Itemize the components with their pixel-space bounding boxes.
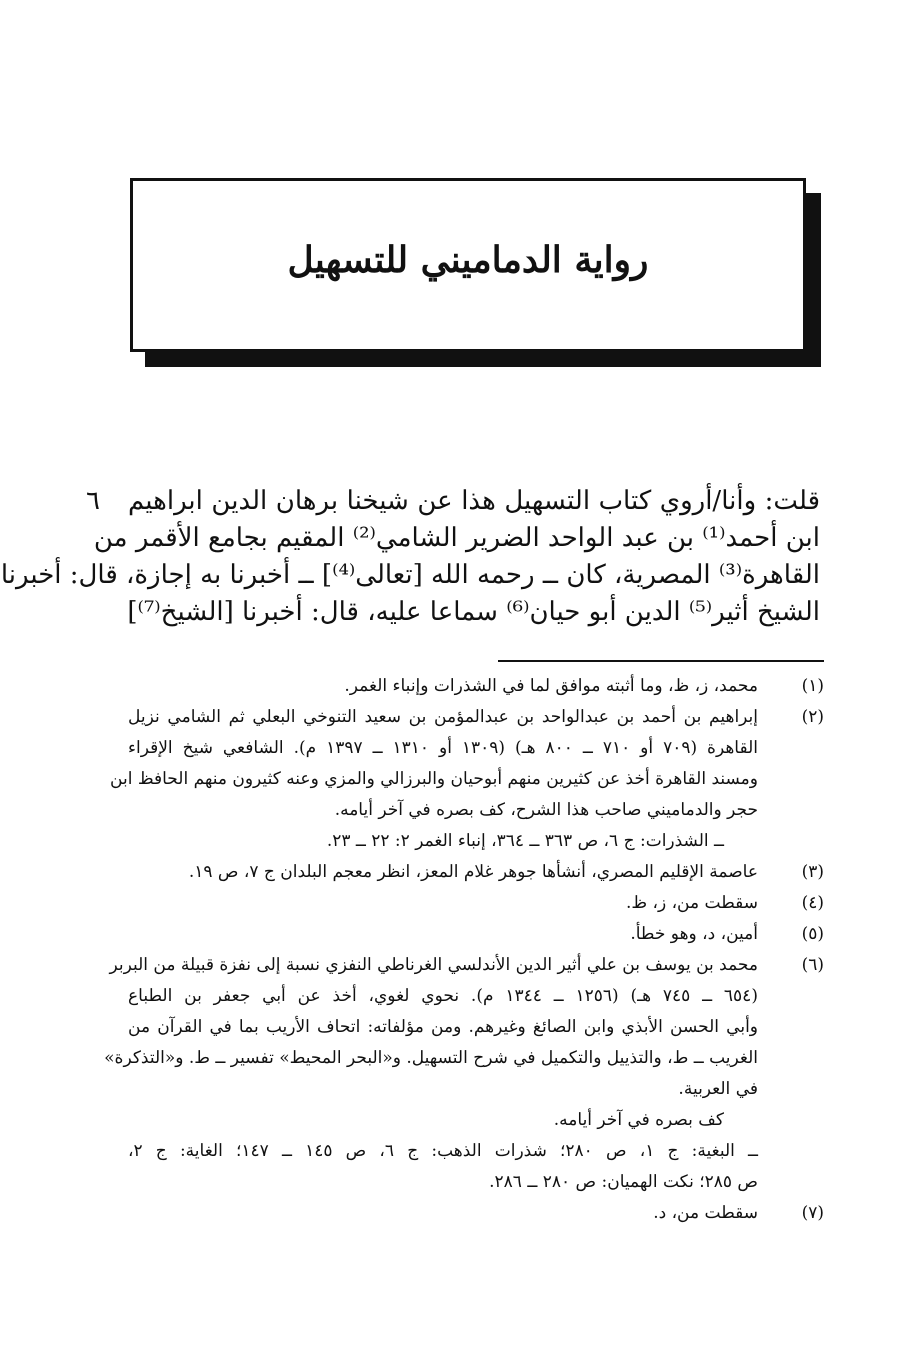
main-text-line: قلت: وأنا/أروي كتاب التسهيل هذا عن شيخنا برهان الدين ابراهيم <box>128 486 820 516</box>
footnote-line: وأبي الحسن الأبذي وابن الصائغ وغيرهم. ومن مؤلفاته: اتحاف الأريب بما في القرآن من <box>128 1017 758 1037</box>
footnote <box>128 888 824 919</box>
footnote-line: سقطت من، ز، ظ. <box>625 893 758 913</box>
main-text <box>0 483 820 631</box>
footnote-number: (٢) <box>801 707 824 727</box>
footnote <box>128 671 824 702</box>
footnote-line: محمد بن يوسف بن علي أثير الدين الأندلسي الغرناطي النفزي نسبة إلى نفزة قبيلة من البربر <box>109 955 758 975</box>
footnote-number: (٣) <box>801 862 824 882</box>
footnote-number: (٥) <box>801 924 824 944</box>
title-frame <box>130 178 806 352</box>
footnote-number: (٦) <box>801 955 824 975</box>
footnote-line: أمين، د، وهو خطأ. <box>630 924 758 944</box>
footnote-line: كف بصره في آخر أيامه. <box>553 1110 724 1130</box>
footnote-divider <box>498 660 824 662</box>
footnote-number: (٧) <box>801 1203 824 1223</box>
page-number: ٦ <box>86 486 100 516</box>
page-title: رواية الدماميني للتسهيل <box>287 239 649 281</box>
main-text-line: ابن أحمد⁽¹⁾ بن عبد الواحد الضرير الشامي⁽²⁾ المقيم بجامع الأقمر من <box>93 523 820 553</box>
footnote-line: محمد، ز، ظ، وما أثبته موافق لما في الشذرات وإنباء الغمر. <box>344 676 758 696</box>
footnote-line: ــ الشذرات: ج ٦، ص ٣٦٣ ــ ٣٦٤، إنباء الغمر ٢: ٢٢ ــ ٢٣. <box>326 831 724 851</box>
footnote-number: (٤) <box>801 893 824 913</box>
footnote <box>128 919 824 950</box>
main-text-line: الشيخ أثير⁽⁵⁾ الدين أبو حيان⁽⁶⁾ سماعا عليه، قال: أخبرنا [الشيخ⁽⁷⁾] <box>127 597 820 627</box>
footnote-line: ــ البغية: ج ١، ص ٢٨٠؛ شذرات الذهب: ج ٦، ص ١٤٥ ــ ١٤٧؛ الغاية: ج ٢، <box>128 1141 759 1161</box>
footnote-line: سقطت من، د. <box>653 1203 758 1223</box>
footnotes <box>104 671 824 1229</box>
footnote-line: ص ٢٨٥؛ نكت الهميان: ص ٢٨٠ ــ ٢٨٦. <box>489 1172 758 1192</box>
footnote-line: حجر والدماميني صاحب هذا الشرح، كف بصره في آخر أيامه. <box>334 800 758 820</box>
footnote <box>128 857 824 888</box>
footnote <box>128 1198 824 1229</box>
footnote-line: إبراهيم بن أحمد بن عبدالواحد بن عبدالمؤمن بن سعيد التنوخي البعلي ثم الشامي نزيل <box>128 707 758 727</box>
footnote <box>110 702 824 857</box>
main-text-line: القاهرة⁽³⁾ المصرية، كان ــ رحمه الله [تعالى⁽⁴⁾] ــ أخبرنا به إجازة، قال: أخبرنا <box>0 560 820 590</box>
footnote-line: (٦٥٤ ــ ٧٤٥ هـ) (١٢٥٦ ــ ١٣٤٤ م). نحوي لغوي، أخذ عن أبي جعفر بن الطباع <box>128 986 758 1006</box>
footnote <box>104 950 824 1198</box>
footnote-line: القاهرة (٧٠٩ أو ٧١٠ ــ ٨٠٠ هـ) (١٣٠٩ أو ١٣١٠ ــ ١٣٩٧ م). الشافعي شيخ الإقراء <box>128 738 758 758</box>
footnote-number: (١) <box>801 676 824 696</box>
footnote-line: في العربية. <box>678 1079 758 1099</box>
footnote-line: الغريب ــ ط، والتذييل والتكميل في شرح التسهيل. و«البحر المحيط» تفسير ــ ط. و«التذكرة» <box>104 1048 758 1068</box>
footnote-line: عاصمة الإقليم المصري، أنشأها جوهر غلام المعز، انظر معجم البلدان ج ٧، ص ١٩. <box>188 862 758 882</box>
footnote-line: ومسند القاهرة أخذ عن كثيرين منهم أبوحيان والبرزالي والمزي وعنه كثيرون منهم الحافظ ابن <box>110 769 758 789</box>
